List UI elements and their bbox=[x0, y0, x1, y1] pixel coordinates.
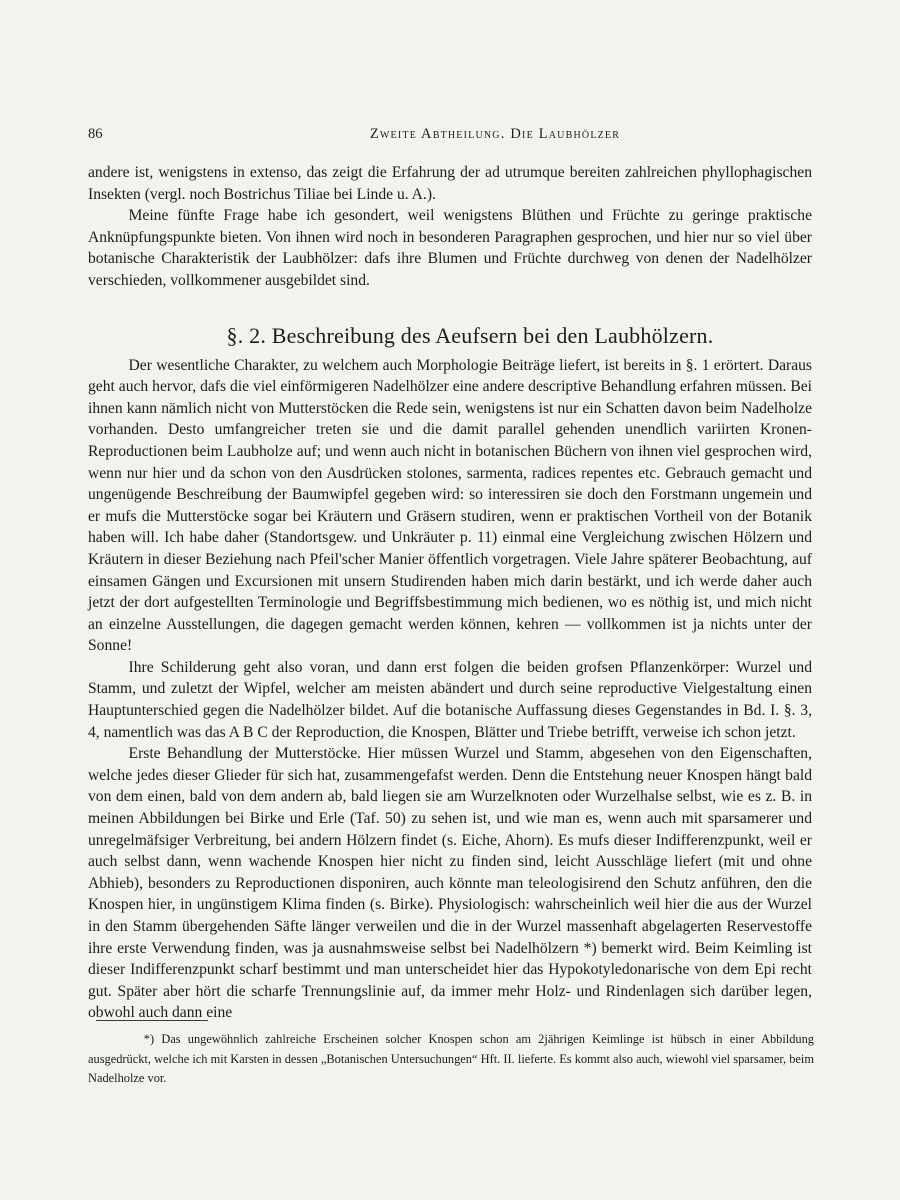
running-head bbox=[88, 126, 812, 146]
running-title: Zweite Abtheilung. Die Laubhölzer bbox=[369, 126, 621, 142]
body-text bbox=[88, 162, 812, 1024]
page-number: 86 bbox=[88, 126, 103, 142]
section-heading: §. 2. Beschreibung des Aeufsern bei den Laubhölzern. bbox=[226, 322, 714, 348]
section-paragraph-2: Ihre Schilderung geht also voran, und dann erst folgen die beiden grofsen Pflanzenkörper: Wurzel und Stamm, und zuletzt der Wipfel, welcher am meisten abändert und durch seine reproductive Vielgestaltung einen Hauptunterschied gegen die Nadelhölzer bildet. Auf die botanische Auffassung dieses Gegenstandes in Bd. I. §. 3, 4, namentlich was das A B C der Reproduction, die Knospen, Blätter und Triebe betrifft, verweise ich schon jetzt. bbox=[88, 658, 812, 741]
footnote: *) Das ungewöhnlich zahlreiche Erscheinen solcher Knospen schon am 2jährigen Keimlinge ist hübsch in einer Abbildung ausgedrückt, welche ich mit Karsten in dessen „Botanischen Untersuchungen“ Hft. II. lieferte. Es kommt also auch, wiewohl viel sparsamer, beim Nadelholze vor. bbox=[88, 1032, 814, 1086]
section-paragraph-3: Erste Behandlung der Mutterstöcke. Hier müssen Wurzel und Stamm, abgesehen von den Eigenschaften, welche jedes dieser Glieder für sich hat, zusammengefafst werden. Denn die Entstehung neuer Knospen hängt bald von dem einen, bald von dem andern ab, bald liegen sie am Wurzelknoten oder Wurzelhalse selbst, wie es z. B. in meinen Abbildungen bei Birke und Erle (Taf. 50) zu sehen ist, und wie man es, wenn auch mit sparsamerer und unregelmäfsiger Verbreitung, bei andern Hölzern findet (s. Eiche, Ahorn). Es mufs dieser Indifferenzpunkt, weil er auch selbst dann, wenn wachende Knospen hier nicht zu finden sind, leicht Ausschläge liefert (mit und ohne Abhieb), besonders zu Reproductionen disponiren, auch könnte man teleologisirend den Schutz anführen, den die Knospen hier, in ungünstigem Klima finden (s. Birke). Physiologisch: wahrscheinlich weil hier die aus der Wurzel in den Stamm übergehenden Säfte länger verweilen und die in der Wurzel massenhaft abgelagerten Reservestoffe ihre erste Verwendung finden, was ja ausnahmsweise selbst bei Nadelhölzern *) bemerkt wird. Beim Keimling ist dieser Indifferenzpunkt scharf bestimmt und man unterscheidet hier das Hypokotyledonarische von dem Epi recht gut. Später aber hört die scharfe Trennungslinie auf, da immer mehr Holz- und Rindenlagen sich darüber legen, obwohl auch dann eine bbox=[88, 745, 812, 1022]
intro-paragraph-2: Meine fünfte Frage habe ich gesondert, weil wenigstens Blüthen und Früchte zu geringe praktische Anknüpfungspunkte bieten. Von ihnen wird noch in besonderen Paragraphen gesprochen, und hier nur so viel über botanische Charakteristik der Laubhölzer: dafs ihre Blumen und Früchte durchweg von denen der Nadelhölzer verschieden, vollkommener ausgebildet sind. bbox=[88, 207, 812, 289]
section-paragraph-1: Der wesentliche Charakter, zu welchem auch Morphologie Beiträge liefert, ist bereits in §. 1 erörtert. Daraus geht auch hervor, dafs die viel einförmigeren Nadelhölzer eine andere descriptive Behandlung erfahren müssen. Bei ihnen kann nämlich nicht von Mutterstöcken die Rede sein, wenigstens ist nur ein Schatten davon beim Nadelholze vorhanden. Desto umfangreicher treten sie und die damit parallel gehenden unendlich variirten Kronen-Reproductionen beim Laubholze auf; und wenn auch nicht in botanischen Büchern von ihnen viel gesprochen wird, wenn nur hier und da schon von den Ausdrücken stolones, sarmenta, radices repentes etc. Gebrauch gemacht und ungenügende Beschreibung der Baumwipfel gegeben wird: so interessiren sie doch den Forstmann ungemein und er mufs die Mutterstöcke sogar bei Kräutern und Gräsern studiren, wenn er praktischen Vortheil von der Botanik haben will. Ich habe daher (Standortsgew. und Unkräuter p. 11) einmal eine Vergleichung zwischen Hölzern und Kräutern in dieser Beziehung nach Pfeil'scher Manier öffentlich vorgetragen. Viele Jahre späterer Beobachtung, auf einsamen Gängen und Excursionen mit unsern Studirenden haben mich darin bestärkt, und ich werde daher auch jetzt der dort aufgestellten Terminologie und Begriffsbestimmung mich bedienen, wo es nöthig ist, und mich nicht an einzelne Ausstellungen, die dagegen gemacht werden können, kehren — vollkommen ist ja nichts unter der Sonne! bbox=[88, 356, 812, 655]
footnote-rule bbox=[96, 1020, 208, 1021]
intro-paragraph-1: andere ist, wenigstens in extenso, das zeigt die Erfahrung der ad utrumque bereiten zahlreichen phyllophagischen Insekten (vergl. noch Bostrichus Tiliae bei Linde u. A.). bbox=[88, 164, 812, 203]
